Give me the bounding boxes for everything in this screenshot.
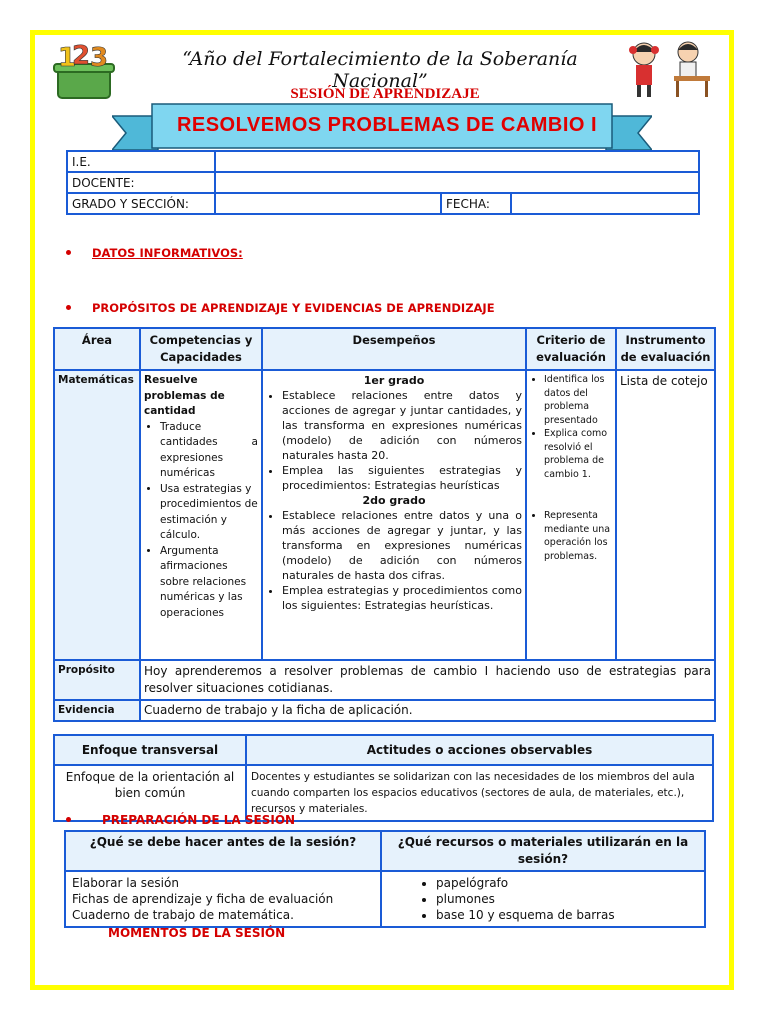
bullet-icon [66, 817, 71, 822]
actitudes-cell: Docentes y estudiantes se solidarizan con las necesidades de los miembros del aula cuando comparten los espacios educativos (sectores de aula, de materiales, etc.), recursos y materiales. [246, 765, 713, 821]
area-cell: Matemáticas [54, 370, 140, 660]
header-competencias: Competencias y Capacidades [140, 328, 262, 370]
svg-text:1: 1 [58, 43, 77, 73]
bullet-icon [66, 305, 71, 310]
recurso-item: • plumones [436, 891, 698, 907]
header-area: Área [54, 328, 140, 370]
grado-label: GRADO Y SECCIÓN: [67, 193, 215, 214]
svg-text:2: 2 [72, 41, 91, 71]
section-datos [92, 246, 243, 260]
desempeno-item: • Emplea estrategias y procedimientos como los siguientes: Estrategias heurísticas. [282, 583, 522, 613]
students-illustration [622, 38, 714, 98]
criterio-item: • Representa mediante una operación los problemas. [544, 509, 612, 563]
section-preparacion-label: PREPARACIÓN DE LA SESIÓN [102, 813, 296, 827]
docente-label: DOCENTE: [67, 172, 215, 193]
desempeno-item: • Establece relaciones entre datos y una o más acciones de agregar y juntar, y las transforma en expresiones numéricas (modelo) de adición con números naturales de hasta dos cifras. [282, 508, 522, 583]
antes-item: Fichas de aprendizaje y ficha de evaluación [72, 892, 334, 906]
enfoque-cell: Enfoque de la orientación al bien común [54, 765, 246, 821]
desempeno-item: • Establece relaciones entre datos y acciones de agregar y juntar cantidades, y las transforma en expresiones numéricas (modelo) de adición con números naturales hasta 20. [282, 388, 522, 463]
fecha-field[interactable] [511, 193, 699, 214]
criterio-item: • Explica como resolvió el problema de cambio 1. [544, 427, 612, 481]
header-criterio: Criterio de evaluación [526, 328, 616, 370]
recursos-cell [381, 871, 705, 927]
header-instrumento: Instrumento de evaluación [616, 328, 715, 370]
antes-cell [65, 871, 381, 927]
evidencia-label: Evidencia [54, 700, 140, 721]
capacidad-item: • Argumenta afirmaciones sobre relaciones numéricas y las operaciones [160, 544, 258, 622]
proposito-label: Propósito [54, 660, 140, 700]
session-title: RESOLVEMOS PROBLEMAS DE CAMBIO I [176, 114, 598, 136]
recurso-item: • base 10 y esquema de barras [436, 907, 698, 923]
preparation-table [64, 830, 706, 928]
antes-item: Cuaderno de trabajo de matemática. [72, 908, 294, 922]
section-datos-label: DATOS INFORMATIVOS: [92, 246, 243, 260]
section-momentos: MOMENTOS DE LA SESIÓN [108, 926, 286, 940]
fecha-label: FECHA: [441, 193, 511, 214]
competencia-title: Resuelve problemas de cantidad [144, 374, 225, 417]
number-pot-illustration [52, 38, 122, 102]
antes-item: Elaborar la sesión [72, 876, 179, 890]
info-table [66, 150, 700, 215]
section-preparacion [102, 813, 295, 827]
national-motto: “Año del Fortalecimiento de la Soberanía Nacional” [182, 48, 578, 92]
bullet-icon [66, 250, 71, 255]
antes-header: ¿Qué se debe hacer antes de la sesión? [65, 831, 381, 871]
capacidad-item: • Usa estrategias y procedimientos de estimación y cálculo. [160, 482, 258, 544]
evidencia-text: Cuaderno de trabajo y la ficha de aplicación. [140, 700, 715, 721]
grado1-title: 1er grado [363, 374, 425, 387]
desempeno-item: • Emplea las siguientes estrategias y procedimientos: Estrategias heurísticas [282, 463, 522, 493]
proposito-text: Hoy aprenderemos a resolver problemas de cambio I haciendo uso de estrategias para resolver situaciones cotidianas. [140, 660, 715, 700]
session-label: SESIÓN DE APRENDIZAJE [290, 86, 480, 102]
actitudes-header: Actitudes o acciones observables [246, 735, 713, 765]
ie-label: I.E. [67, 151, 215, 172]
grado-field[interactable] [215, 193, 441, 214]
grado2-title: 2do grado [362, 494, 426, 507]
capacidad-item: • Traduce cantidades a expresiones numéricas [160, 420, 258, 482]
instrumento-cell: Lista de cotejo [616, 370, 715, 660]
competencias-cell [140, 370, 262, 660]
recurso-item: • papelógrafo [436, 875, 698, 891]
criterio-cell [526, 370, 616, 660]
section-propositos-label: PROPÓSITOS DE APRENDIZAJE Y EVIDENCIAS DE APRENDIZAJE [92, 301, 495, 315]
docente-field[interactable] [215, 172, 699, 193]
enfoque-table [53, 734, 714, 822]
section-propositos [92, 301, 495, 315]
learning-purposes-table [53, 327, 716, 722]
svg-text:3: 3 [90, 43, 109, 73]
ie-field[interactable] [215, 151, 699, 172]
enfoque-header: Enfoque transversal [54, 735, 246, 765]
criterio-item: • Identifica los datos del problema presentado [544, 373, 612, 427]
header-desempenos: Desempeños [262, 328, 526, 370]
recursos-header: ¿Qué recursos o materiales utilizarán en la sesión? [381, 831, 705, 871]
desempenos-cell [262, 370, 526, 660]
